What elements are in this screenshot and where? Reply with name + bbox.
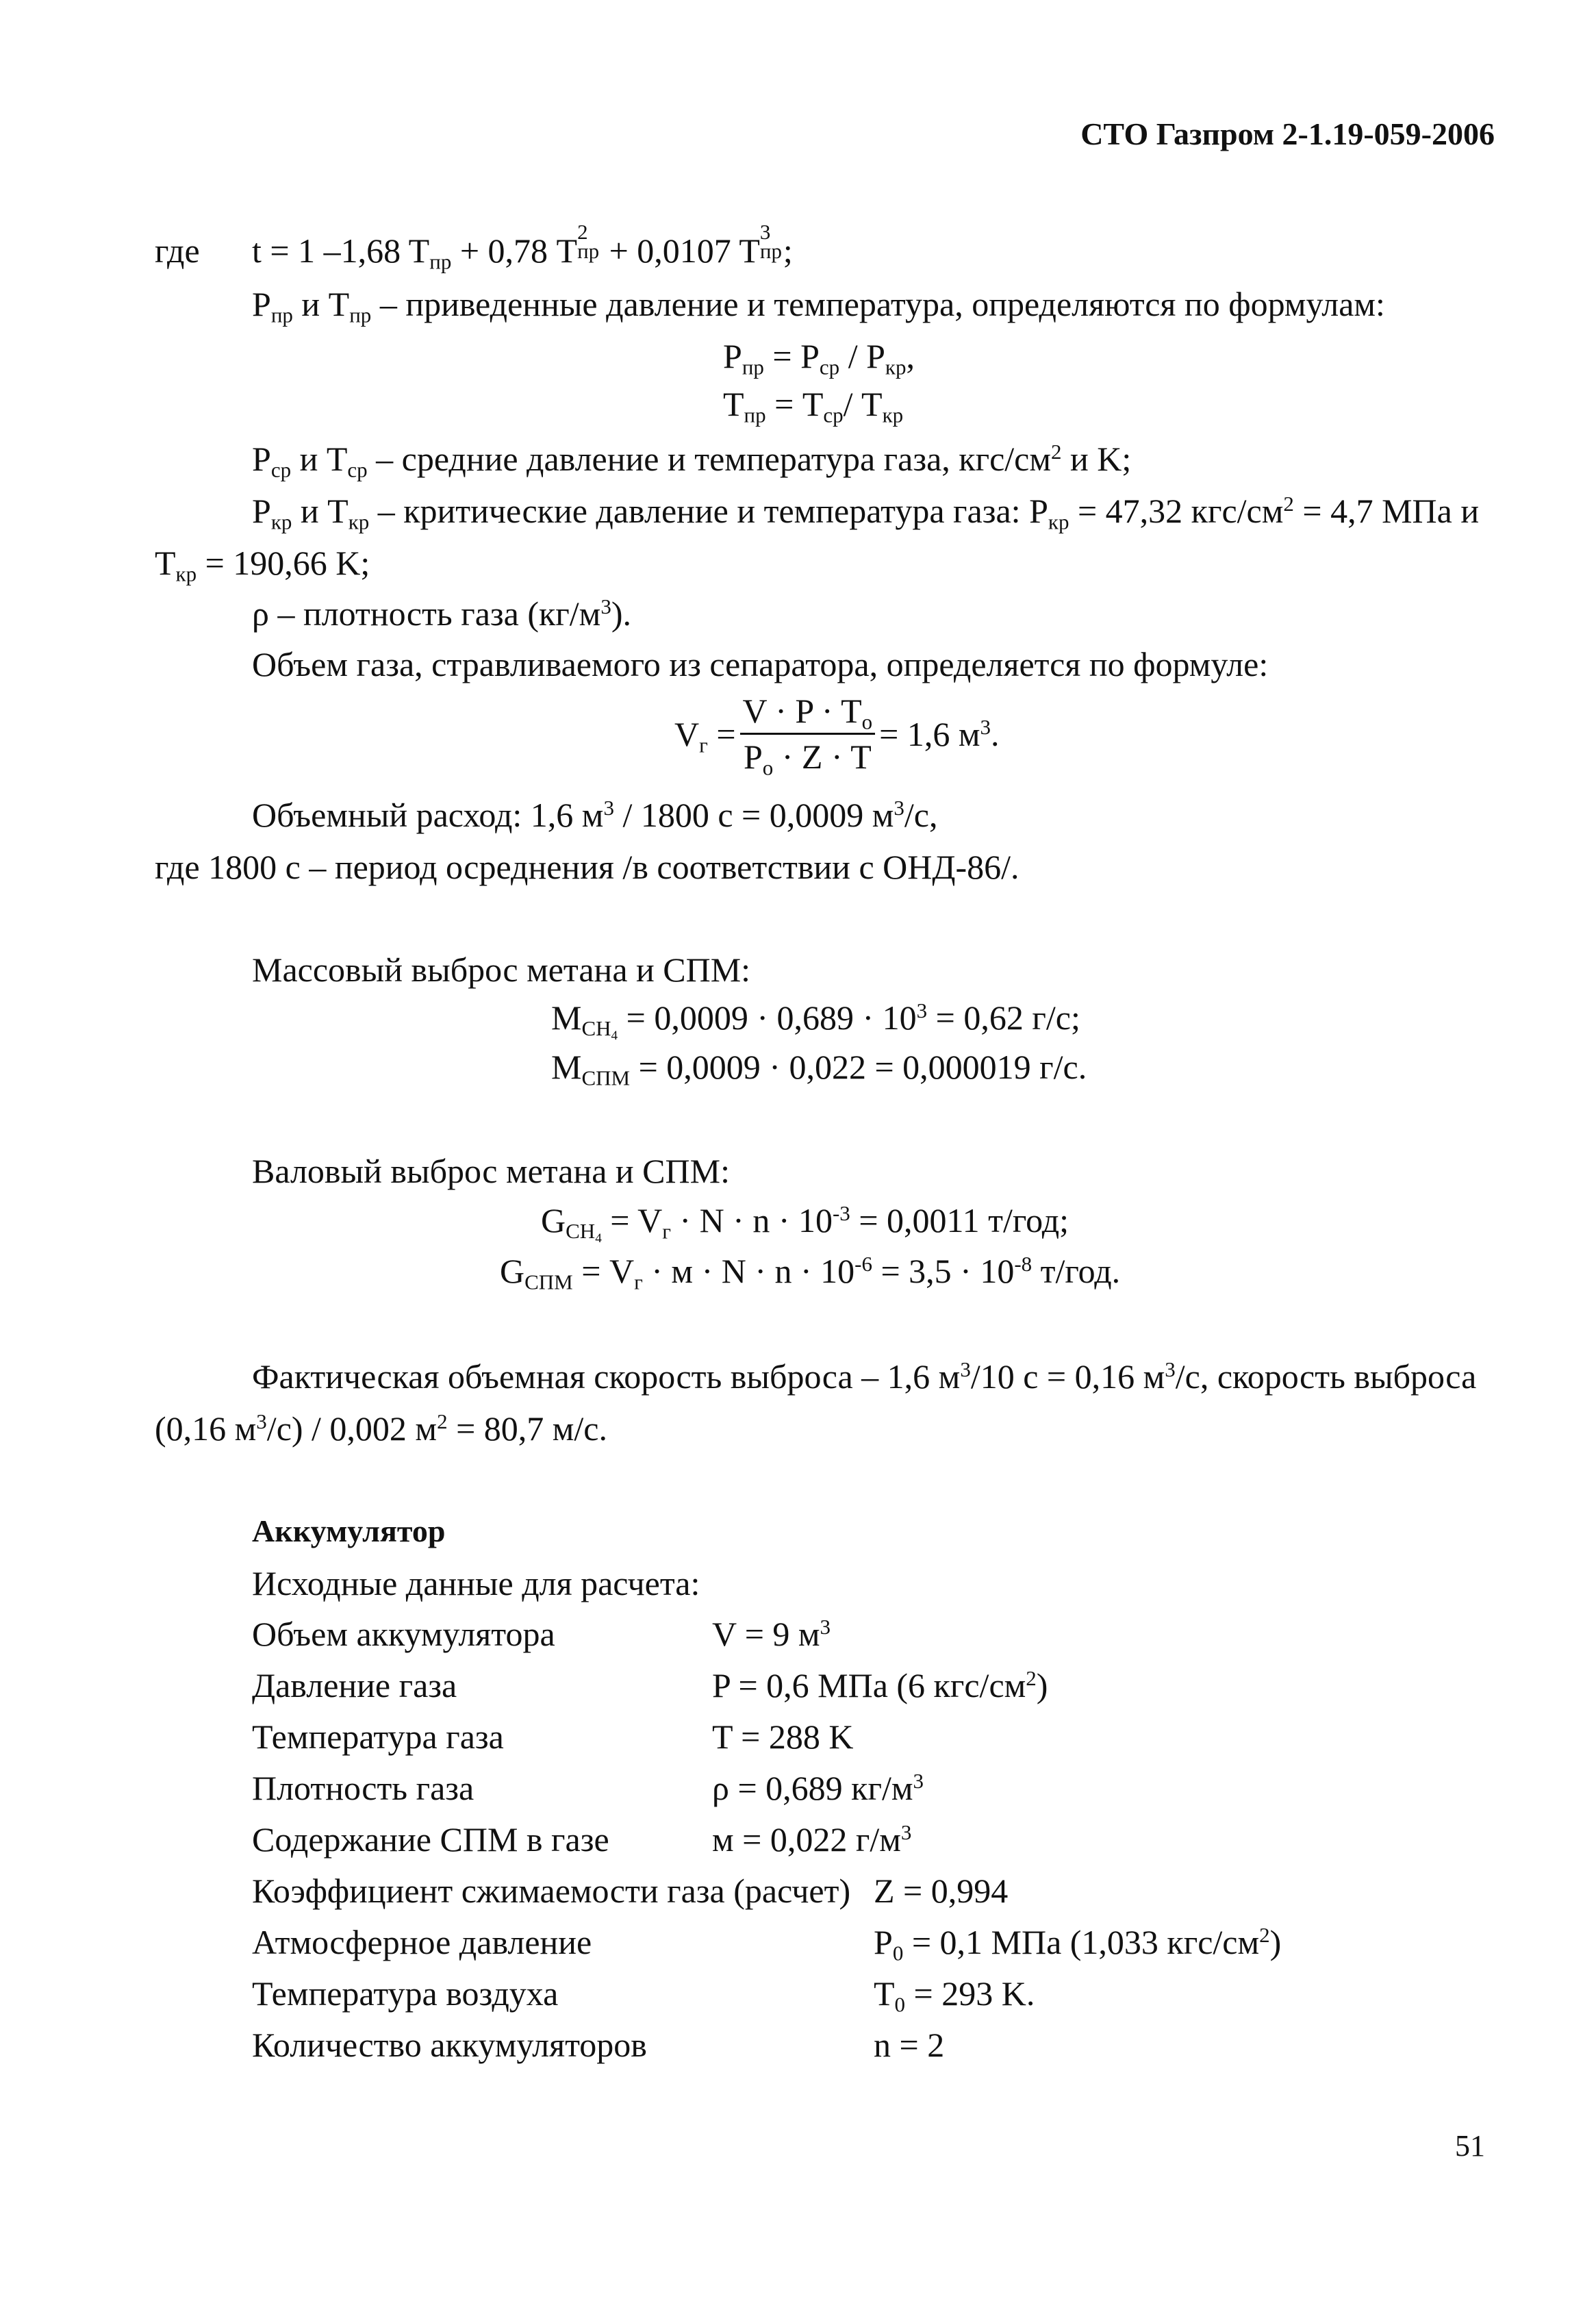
formula-t: t = 1 –1,68 $T_{пр} + 0,78$ T 2 пр + 0,0107 T 3 пр ;: [252, 219, 793, 274]
where-label: где: [155, 231, 200, 270]
avg-params-line: $P_{ср}$ и $T_{ср}$ – средние давление и температура газа, кгс/$см^2$ и K;: [252, 439, 1132, 482]
gross-ch4-formula: $G_{CH_4} = V_г \cdot N \cdot n \cdot 10^{-3} = 0,0011$ т/год;: [541, 1200, 1069, 1246]
param-label: Количество аккумуляторов: [252, 2026, 647, 2064]
accumulator-subtitle: Исходные данные для расчета:: [252, 1564, 700, 1602]
param-value: Z = 0,994: [874, 1872, 1009, 1910]
gross-spm-formula: $G_{СПМ} = V_г \cdot м \cdot N \cdot n \cdot 10^{-6} = 3,5 \cdot 10^{-8}$ т/год.: [500, 1251, 1121, 1294]
param-value: $T_0 = 293$ K.: [874, 1974, 1035, 2017]
page-number: 51: [1455, 2129, 1485, 2163]
param-label: Плотность газа: [252, 1769, 474, 1807]
param-label: Температура газа: [252, 1717, 504, 1756]
volume-fraction: $\frac{V \cdot P \cdot T_o}{P_o \cdot Z \cdot T}$: [740, 690, 876, 777]
flow-rate-line: Объемный расход: 1,6 $м^3 / 1800$ с = 0,0009 $м^3/с$,: [252, 795, 938, 834]
param-value: T = 288 K: [712, 1717, 854, 1756]
crit-temp-line: $T_{кр} = 190,66$ K;: [155, 544, 370, 586]
mass-emission-title: Массовый выброс метана и СПМ:: [252, 951, 751, 989]
formula-t-pr: $T_{пр} = T_{ср}/$ $T_{кр}$: [723, 385, 904, 427]
crit-params-line: $P_{кр}$ и $T_{кр}$ – критические давление и температура газа: $P_{кр} = 47,32$ кгс/$см^2 = 4,7$ МПа и: [252, 491, 1480, 534]
document-code: СТО Газпром 2-1.19-059-2006: [1080, 116, 1495, 151]
param-value: n = 2: [874, 2026, 945, 2064]
actual-velocity-line1: Фактическая объемная скорость выброса – 1,6 $м^3/10$ с = 0,16 $м^3/с$, скорость выброса: [252, 1357, 1477, 1396]
param-value: м = 0,022 $г/м^3$: [712, 1820, 912, 1859]
param-value: P = 0,6 МПа (6 кгс/$см^2$): [712, 1665, 1048, 1704]
mass-spm-formula: $M_{СПМ} = 0,0009 \cdot 0,022 = 0,000019$ г/с.: [551, 1048, 1087, 1090]
param-label: Атмосферное давление: [252, 1923, 592, 1961]
accumulator-title: Аккумулятор: [252, 1513, 446, 1548]
gross-emission-title: Валовый выброс метана и СПМ:: [252, 1152, 730, 1190]
param-label: Содержание СПМ в газе: [252, 1820, 609, 1859]
param-label: Давление газа: [252, 1666, 457, 1704]
param-value: $P_0 = 0,1$ МПа (1,033 кгс/$см^2$): [874, 1922, 1282, 1965]
actual-velocity-line2: (0,16 $м^3/с) / 0,002$ $м^2 = 80,7$ м/с.: [155, 1409, 608, 1448]
density-line: ρ – плотность газа $(кг/м^3)$.: [252, 594, 631, 633]
param-value: ρ = 0,689 $кг/м^3$: [712, 1768, 924, 1807]
formula-p-pr: $P_{пр} = P_{ср} / P_{кр}$,: [723, 337, 915, 379]
param-value: V = 9 $м^3$: [712, 1614, 831, 1653]
reduced-params-line: $P_{пр}$ и $T_{пр}$ – приведенные давление и температура, определяются по формулам:: [252, 285, 1385, 327]
mass-ch4-formula: $M_{CH_4} = 0,0009 \cdot 0,689 \cdot 10^3 = 0,62$ г/с;: [551, 998, 1080, 1044]
volume-formula: $V_г$ = $\frac{V \cdot P \cdot T_o}{P_o \cdot Z \cdot T}$ = 1,6 $м^3$.: [674, 692, 1000, 780]
volume-intro: Объем газа, стравливаемого из сепаратора, определяется по формуле:: [252, 645, 1269, 683]
flow-note: где 1800 с – период осреднения /в соответствии с ОНД-86/.: [155, 848, 1019, 886]
param-label: Объем аккумулятора: [252, 1615, 555, 1653]
param-label: Коэффициент сжимаемости газа (расчет): [252, 1872, 851, 1910]
param-label: Температура воздуха: [252, 1974, 559, 2013]
